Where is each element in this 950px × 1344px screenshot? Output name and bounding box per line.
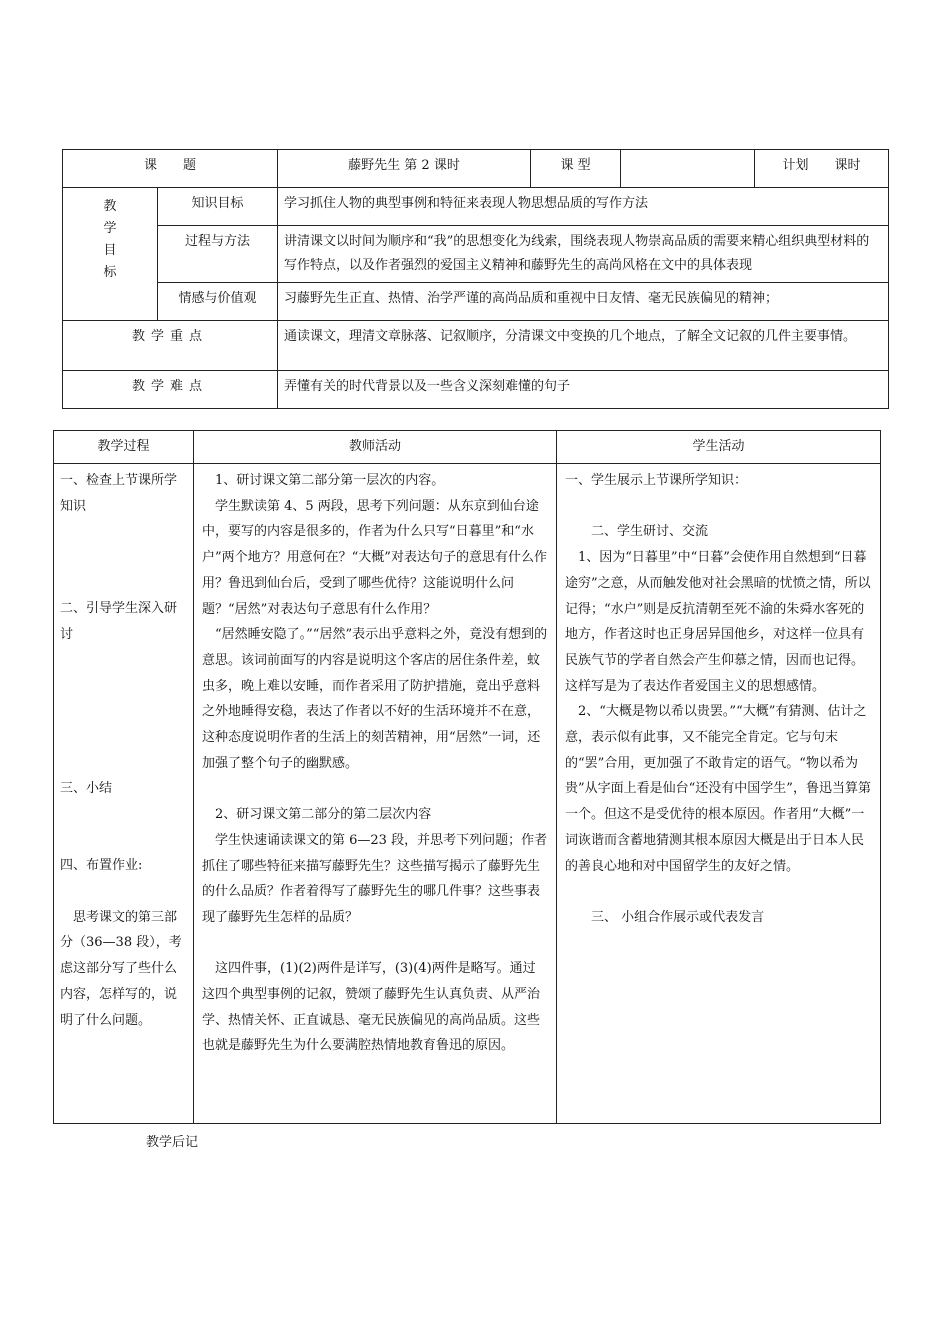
- plan-label: 计划 课时: [755, 150, 889, 188]
- emotion-value-text: 习藤野先生正直、热情、治学严谨的高尚品质和重视中日友情、毫无民族偏见的精神；: [278, 283, 889, 321]
- student-item-5: 三、 小组合作展示或代表发言: [591, 909, 765, 925]
- header-teacher: 教师活动: [194, 431, 557, 464]
- knowledge-goal-text: 学习抓住人物的典型事例和特征来表现人物思想品质的写作方法: [278, 188, 889, 226]
- student-item-4: 2、“大概是物以希以贵罢。”“大概”有猜测、估计之意，表示似有此事，又不能完全肯定。它与句末的“罢”合用，更加强了不敢肯定的语气。“物以希为贵”从字面上看是仙台“还没有中国学生”，鲁迅当算第一个。但这不是受优待的根本原因。作者用“大概”一词诙谐而含蓄地猜测其根本原因大概是出于日本人民的善良心地和对中国留学生的友好之情。: [565, 704, 871, 874]
- process-method-label: 过程与方法: [158, 226, 278, 283]
- process-table: [53, 430, 881, 1124]
- type-value: [621, 150, 755, 188]
- topic-value: 藤野先生 第 2 课时: [278, 150, 531, 188]
- focus-label: 教学重点: [63, 321, 278, 371]
- difficulty-text: 弄懂有关的时代背景以及一些含义深刻难懂的句子: [278, 371, 889, 409]
- student-item-2: 二、学生研讨、交流: [591, 524, 709, 540]
- teacher-item-1: 1、研讨课文第二部分第一层次的内容。: [215, 473, 445, 488]
- student-item-3: 1、因为“日暮里”中“日暮”会使作用自然想到“日暮途穷”之意，从而触发他对社会黑暗的忧愤之情，所以记得；“水户”则是反抗清朝至死不渝的朱舜水客死的地方，作者这时也正身居异国他乡，对这样一位具有民族气节的学者自然会产生仰慕之情，因而也记得。这样写是为了表达作者爱国主义的思想感情。: [565, 550, 871, 694]
- topic-label: 课 题: [63, 150, 278, 188]
- emotion-value-label: 情感与价值观: [158, 283, 278, 321]
- teaching-notes-label: 教学后记: [146, 1135, 199, 1150]
- teacher-item-4: 2、研习课文第二部分的第二层次内容: [215, 807, 432, 823]
- step-3: 三、小结: [60, 781, 113, 797]
- process-method-text: 讲清课文以时间为顺序和“我”的思想变化为线索，围绕表现人物崇高品质的需要来精心组织典型材料的写作特点，以及作者强烈的爱国主义精神和藤野先生的高尚风格在文中的具体表现: [278, 226, 889, 283]
- knowledge-goal-label: 知识目标: [158, 188, 278, 226]
- teacher-item-6: 这四件事，(1)(2)两件是详写，(3)(4)两件是略写。通过这四个典型事例的记叙，赞颂了藤野先生认真负责、从严治学、热情关怀、正直诚恳、毫无民族偏见的高尚品质。这些也就是藤野先生为什么要满腔热情地教育鲁迅的原因。: [202, 961, 541, 1054]
- teacher-item-3: “居然睡安隐了。”“居然”表示出乎意料之外，竟没有想到的意思。该词前面写的内容是说明这个客店的居住条件差，蚊虫多，晚上难以安睡，而作者采用了防护措施，竟出乎意料之外地睡得安稳，表达了作者以不好的生活环境并不在意，这种态度说明作者的生活上的刻苦精神，用“居然”一词，还加强了整个句子的幽默感。: [202, 627, 548, 771]
- lesson-info-table: [62, 149, 889, 409]
- difficulty-label: 教学难点: [63, 371, 278, 409]
- objectives-group-label: 教 学 目 标: [63, 188, 158, 321]
- teacher-activity-cell: [194, 464, 557, 1124]
- header-process: 教学过程: [54, 431, 194, 464]
- student-activity-cell: [557, 464, 881, 1124]
- teacher-item-5: 学生快速诵读课文的第 6—23 段，并思考下列问题；作者抓住了哪些特征来描写藤野先生？这些描写揭示了藤野先生的什么品质？作者着得写了藤野先生的哪几件事？这些事表现了藤野先生怎样的品质？: [202, 832, 548, 925]
- step-4-homework: 思考课文的第三部分（36—38 段），考虑这部分写了些什么内容，怎样写的，说明了什么问题。: [60, 909, 182, 1028]
- process-steps-cell: [54, 464, 194, 1124]
- teacher-item-2: 学生默读第 4、5 两段，思考下列问题：从东京到仙台途中，要写的内容是很多的，作者为什么只写“日暮里”和“水户”两个地方？用意何在？“大概”对表达句子的意思有什么作用？鲁迅到仙台后，受到了哪些优待？这能说明什么问题？“居然”对表达句子意思有什么作用？: [202, 498, 547, 617]
- header-student: 学生活动: [557, 431, 881, 464]
- step-1: 一、检查上节课所学知识: [60, 473, 178, 514]
- student-item-1: 一、学生展示上节课所学知识：: [565, 473, 748, 488]
- focus-text: 通读课文，理清文章脉落、记叙顺序，分清课文中变换的几个地点，了解全文记叙的几件主要事情。: [278, 321, 889, 371]
- type-label: 课 型: [531, 150, 621, 188]
- step-4: 四、布置作业:: [60, 858, 143, 874]
- step-2: 二、引导学生深入研讨: [60, 601, 178, 643]
